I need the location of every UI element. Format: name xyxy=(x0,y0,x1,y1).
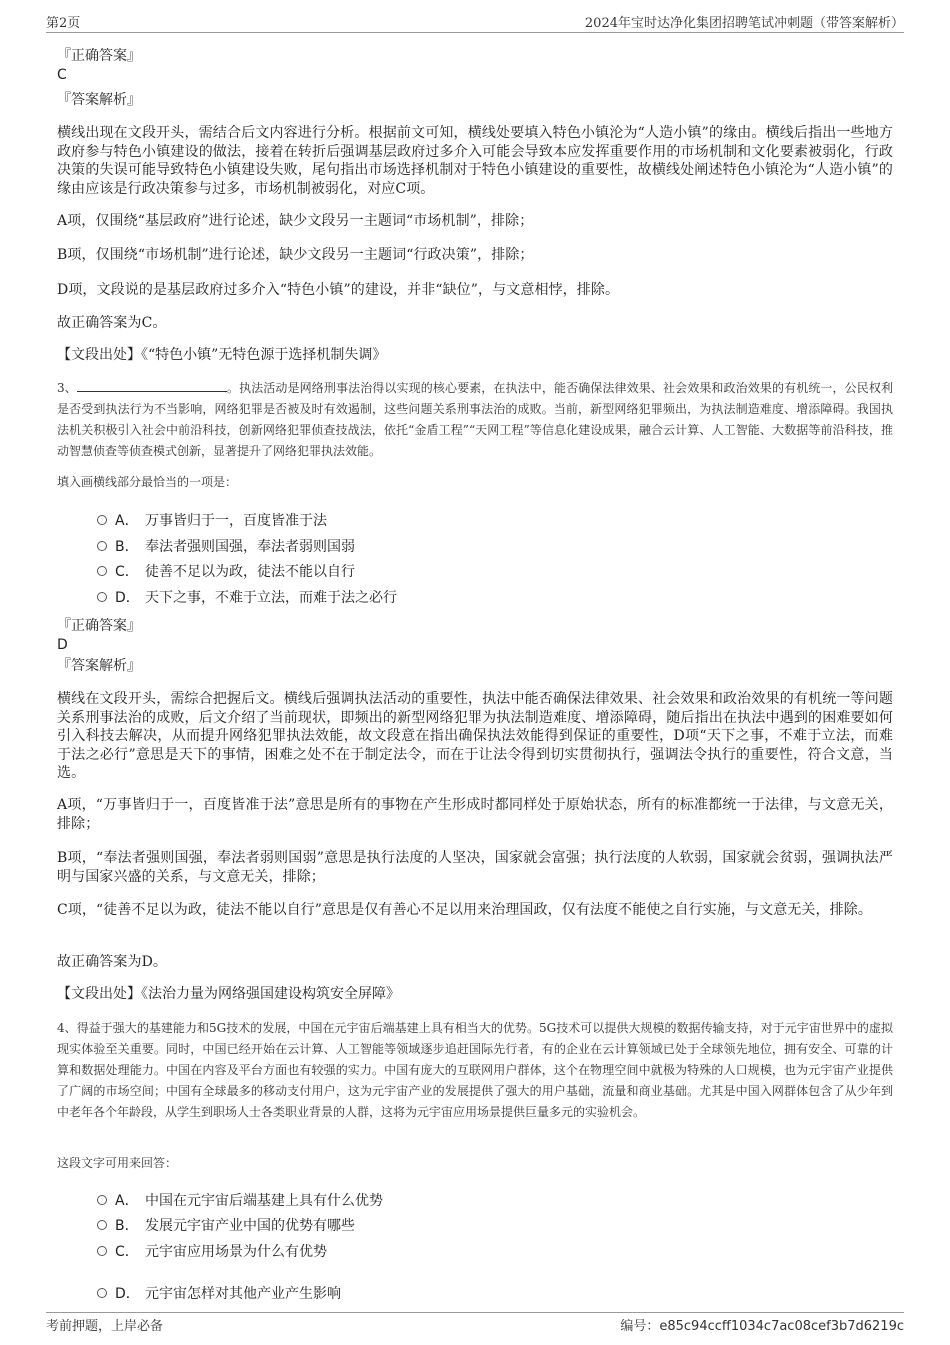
q3-prompt: 填入画横线部分最恰当的一项是： xyxy=(57,475,238,489)
radio-icon[interactable] xyxy=(97,566,107,576)
q3-option-note-b: B项，“奉法者强则国强，奉法者弱则国弱”意思是执行法度的人坚决，国家就会富强；执行法度的人软弱，国家就会贫弱，强调执法严明与国家兴盛的关系，与文意无关，排除； xyxy=(57,850,893,885)
q4-option-c[interactable]: C． 元宇宙应用场景为什么有优势 xyxy=(97,1241,327,1263)
q3-analysis-text: 横线在文段开头，需综合把握后文。横线后强调执法活动的重要性，执法中能否确保法律效果、社会效果和政治效果的有机统一等问题关系刑事法治的成败，后文介绍了当前现状，即频出的新型网络犯罪为执法制造难度、增添障碍，随后指出在执法中遇到的困难要如何引入科技去解决，从而提升网络犯罪执法效能，故文段意在指出确保执法效能得到保证的重要性，D项“天下之事，不难于立法，而难于法之必行”意思是天下的事情，困难之处不在于制定法令，而在于让法令得到切实贯彻执行，强调法令执行的重要性，符合文意，当选。 xyxy=(57,691,893,781)
q3-fill-blank xyxy=(77,379,227,392)
q3-passage xyxy=(57,378,893,462)
q4-option-a[interactable]: A． 中国在元宇宙后端基建上具有什么优势 xyxy=(97,1190,383,1212)
q3-correct-value: D xyxy=(57,637,68,653)
q2-source: 【文段出处】《“特色小镇”无特色源于选择机制失调》 xyxy=(57,347,387,363)
q3-option-note-a: A项，“万事皆归于一，百度皆准于法”意思是所有的事物在产生形成时都同样处于原始状态，所有的标准都统一于法律，与文意无关，排除； xyxy=(57,797,893,832)
q3-number: 3、 xyxy=(57,381,77,395)
q3-option-c[interactable]: C． 徒善不足以为政，徒法不能以自行 xyxy=(97,561,355,583)
document-title: 2024年宝时达净化集团招聘笔试冲刺题（带答案解析） xyxy=(584,16,904,31)
q3-correct-label: 『正确答案』 xyxy=(57,618,141,634)
radio-icon[interactable] xyxy=(97,1246,107,1256)
q2-analysis-label: 『答案解析』 xyxy=(57,92,141,108)
radio-icon[interactable] xyxy=(97,541,107,551)
q3-option-d[interactable]: D． 天下之事，不难于立法，而难于法之必行 xyxy=(97,587,397,609)
q3-source: 【文段出处】《法治力量为网络强国建设构筑安全屏障》 xyxy=(57,986,400,1002)
page-header xyxy=(46,12,904,33)
q3-option-a[interactable]: A． 万事皆归于一，百度皆准于法 xyxy=(97,510,327,532)
radio-icon[interactable] xyxy=(97,592,107,602)
footer-slogan: 考前押题，上岸必备 xyxy=(46,1319,164,1334)
radio-icon[interactable] xyxy=(97,1220,107,1230)
q2-option-note-b: B项，仅围绕“市场机制”进行论述，缺少文段另一主题词“行政决策”，排除； xyxy=(57,247,534,263)
q3-option-note-c: C项，“徒善不足以为政，徒法不能以自行”意思是仅有善心不足以用来治理国政，仅有法度不能使之自行实施，与文意无关，排除。 xyxy=(57,902,872,918)
q3-option-b[interactable]: B． 奉法者强则国强，奉法者弱则国弱 xyxy=(97,536,355,558)
document-code: 编号：e85c94ccff1034c7ac08cef3b7d6219c xyxy=(620,1319,904,1334)
q2-conclusion: 故正确答案为C。 xyxy=(57,315,167,331)
q2-analysis-text: 横线出现在文段开头，需结合后文内容进行分析。根据前文可知，横线处要填入特色小镇沦为“人造小镇”的缘由。横线后指出一些地方政府参与特色小镇建设的做法，接着在转折后强调基层政府过多介入可能会导致本应发挥重要作用的市场机制和文化要素被弱化，行政决策的失误可能导致特色小镇建设失败，尾句指出市场选择机制对于特色小镇建设的重要性，故横线处阐述特色小镇沦为“人造小镇”的缘由应该是行政决策参与过多，市场机制被弱化，对应C项。 xyxy=(57,125,893,197)
q4-passage: 4、得益于强大的基建能力和5G技术的发展，中国在元宇宙后端基建上具有相当大的优势。5G技术可以提供大规模的数据传输支持，对于元宇宙世界中的虚拟现实体验至关重要。同时，中国已经开始在云计算、人工智能等领域逐步追赶国际先行者，有的企业在云计算领域已处于全球领先地位，拥有安全、可靠的计算和数据处理能力。中国在内容及平台方面也有较强的实力。中国有庞大的互联网用户群体，这个在物理空间中就极为特殊的人口规模，也为元宇宙产业提供了广阔的市场空间；中国有全球最多的移动支付用户，这为元宇宙产业的发展提供了强大的用户基础，流量和商业基础。尤其是中国入网群体包含了从少年到中老年各个年龄段，从学生到职场人士各类职业背景的人群，这将为元宇宙应用场景提供巨量多元的实验机会。 xyxy=(57,1021,893,1119)
q3-analysis-label: 『答案解析』 xyxy=(57,658,141,674)
radio-icon[interactable] xyxy=(97,1195,107,1205)
q3-conclusion: 故正确答案为D。 xyxy=(57,954,168,970)
q4-prompt: 这段文字可用来回答： xyxy=(57,1156,178,1170)
q2-correct-value: C xyxy=(57,67,67,83)
radio-icon[interactable] xyxy=(97,515,107,525)
q4-option-d[interactable]: D． 元宇宙怎样对其他产业产生影响 xyxy=(97,1283,341,1305)
page-footer xyxy=(46,1312,904,1335)
page-number: 第2页 xyxy=(46,16,81,31)
q3-passage-text: 。执法活动是网络刑事法治得以实现的核心要素，在执法中，能否确保法律效果、社会效果和政治效果的有机统一，公民权利是否受到执法行为不当影响，网络犯罪是否被及时有效遏制，这些问题关系刑事法治的成败。当前，新型网络犯罪频出，为执法制造难度、增添障碍。我国执法机关积极引入社会中前沿科技，创新网络犯罪侦查技战法，依托“金盾工程”“天网工程”等信息化建设成果，融合云计算、人工智能、大数据等前沿科技，推动智慧侦查等侦查模式创新，显著提升了网络犯罪执法效能。 xyxy=(57,381,893,458)
q2-correct-label: 『正确答案』 xyxy=(57,48,141,64)
q4-option-b[interactable]: B． 发展元宇宙产业中国的优势有哪些 xyxy=(97,1215,355,1237)
radio-icon[interactable] xyxy=(97,1288,107,1298)
q2-option-note-a: A项，仅围绕“基层政府”进行论述，缺少文段另一主题词“市场机制”，排除； xyxy=(57,213,534,229)
q2-option-note-d: D项，文段说的是基层政府过多介入“特色小镇”的建设，并非“缺位”，与文意相悖，排除。 xyxy=(57,282,620,298)
